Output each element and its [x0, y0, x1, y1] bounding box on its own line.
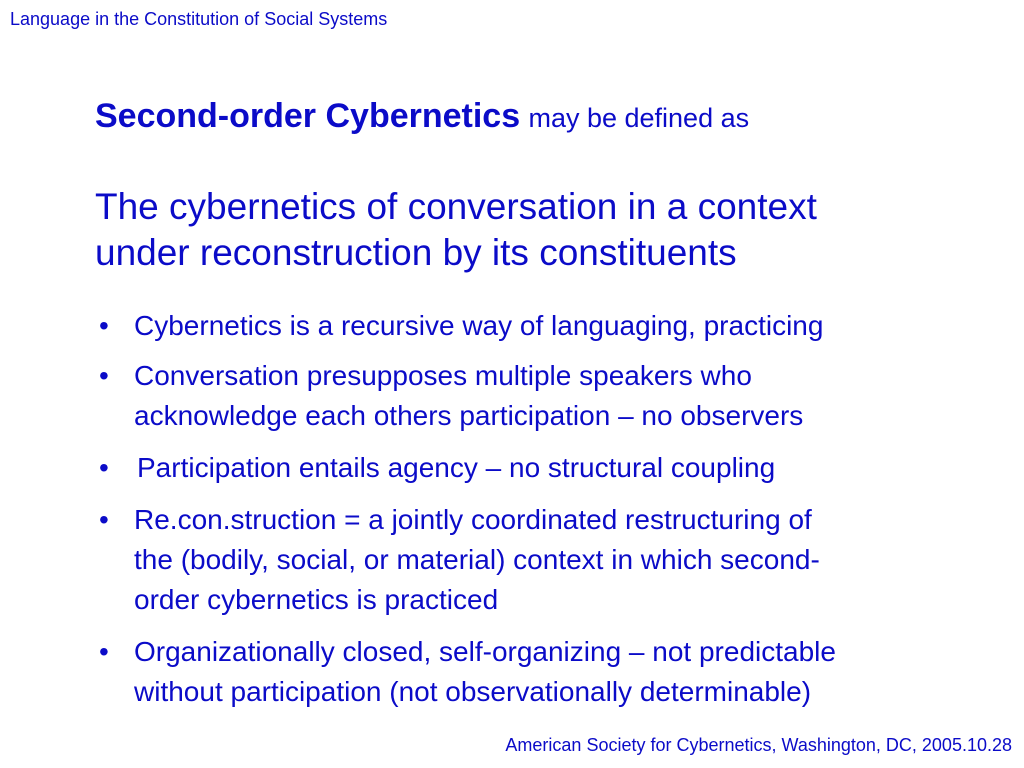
bullet-item — [95, 356, 1005, 436]
bullet-line: acknowledge each others participation – no observers — [134, 400, 804, 431]
bullet-item — [95, 306, 1005, 346]
definition-text — [95, 184, 995, 276]
bullet-line: without participation (not observationally determinable) — [134, 676, 812, 707]
bullet-line: Re.con.struction = a jointly coordinated restructuring of — [134, 504, 812, 535]
bullet-list — [95, 306, 1005, 712]
bullet-line: Participation entails agency – no structural coupling — [137, 452, 776, 483]
bullet-icon: • — [99, 504, 109, 535]
definition-line: under reconstruction by its constituents — [95, 232, 737, 273]
slide-title — [95, 96, 749, 138]
header-caption: Language in the Constitution of Social Systems — [10, 9, 388, 29]
bullet-line: the (bodily, social, or material) context in which second- — [134, 544, 820, 575]
bullet-item — [95, 632, 1005, 712]
bullet-icon: • — [99, 360, 109, 391]
bullet-icon: • — [99, 636, 109, 667]
definition-line: The cybernetics of conversation in a context — [95, 186, 817, 227]
bullet-icon: • — [99, 452, 109, 483]
bullet-icon: • — [99, 310, 109, 341]
bullet-item — [95, 448, 1005, 488]
bullet-line: order cybernetics is practiced — [134, 584, 499, 615]
bullet-line: Conversation presupposes multiple speakers who — [134, 360, 752, 391]
title-strong: Second-order Cybernetics — [95, 97, 521, 135]
bullet-item — [95, 500, 1005, 620]
title-rest: may be defined as — [528, 103, 750, 133]
bullet-line: Organizationally closed, self-organizing – not predictable — [134, 636, 836, 667]
bullet-line: Cybernetics is a recursive way of languaging, practicing — [134, 310, 824, 341]
footer-caption: American Society for Cybernetics, Washington, DC, 2005.10.28 — [505, 735, 1012, 755]
